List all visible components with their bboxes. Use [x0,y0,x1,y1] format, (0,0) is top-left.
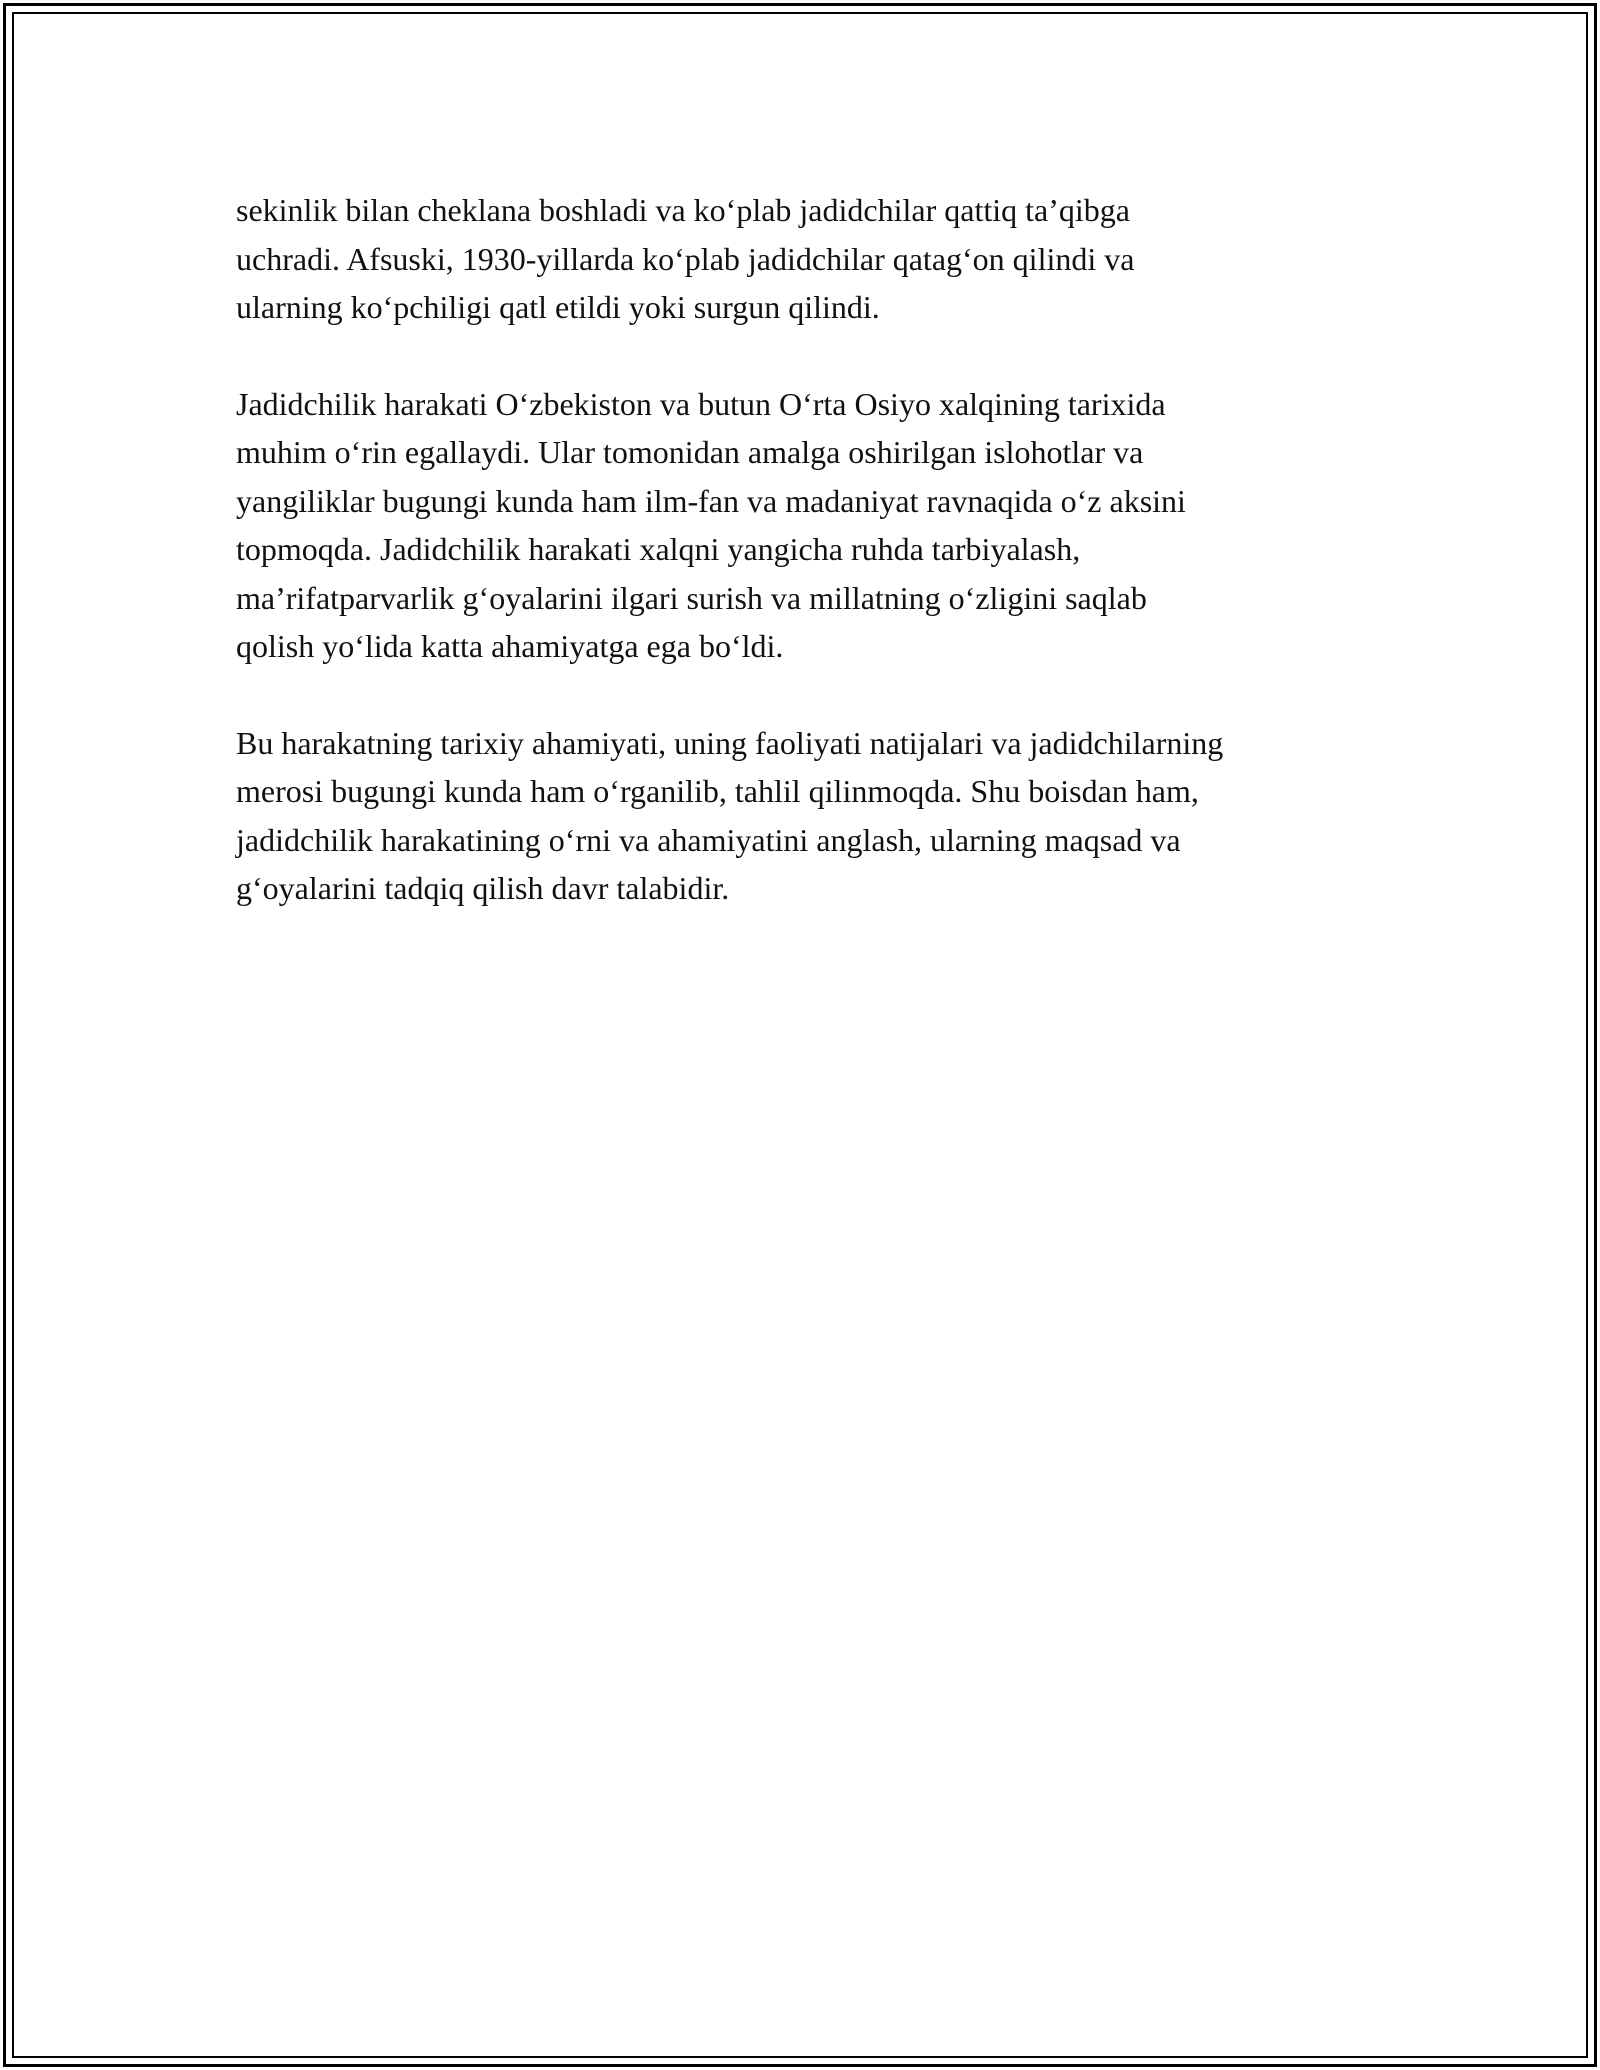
text-line: jadidchilik harakatining o‘rni va ahamiyatini anglash, ularning maqsad va [236,821,1181,858]
document-body [236,186,1386,961]
text-line: topmoqda. Jadidchilik harakati xalqni yangicha ruhda tarbiyalash, [236,531,1081,567]
paragraph-3 [236,719,1386,913]
text-line: yangiliklar bugungi kunda ham ilm-fan va madaniyat ravnaqida o‘z aksini [236,482,1186,519]
text-line: ularning ko‘pchiligi qatl etildi yoki surgun qilindi. [236,289,880,325]
text-line: ma’rifatparvarlik g‘oyalarini ilgari surish va millatning o‘zligini saqlab [236,579,1147,616]
text-line: Jadidchilik harakati O‘zbekiston va butun O‘rta Osiyo xalqining tarixida [236,385,1166,422]
text-line: muhim o‘rin egallaydi. Ular tomonidan amalga oshirilgan islohotlar va [236,434,1144,470]
text-line: uchradi. Afsuski, 1930-yillarda ko‘plab jadidchilar qatag‘on qilindi va [236,240,1135,277]
text-line: g‘oyalarini tadqiq qilish davr talabidir. [236,870,730,906]
text-line: qolish yo‘lida katta ahamiyatga ega bo‘ldi. [236,628,784,664]
text-line: merosi bugungi kunda ham o‘rganilib, tahlil qilinmoqda. Shu boisdan ham, [236,773,1199,809]
paragraph-2 [236,380,1386,671]
paragraph-1 [236,186,1386,332]
text-line: sekinlik bilan cheklana boshladi va ko‘plab jadidchilar qattiq ta’qibga [236,192,1130,228]
text-line: Bu harakatning tarixiy ahamiyati, uning faoliyati natijalari va jadidchilarning [236,724,1224,761]
